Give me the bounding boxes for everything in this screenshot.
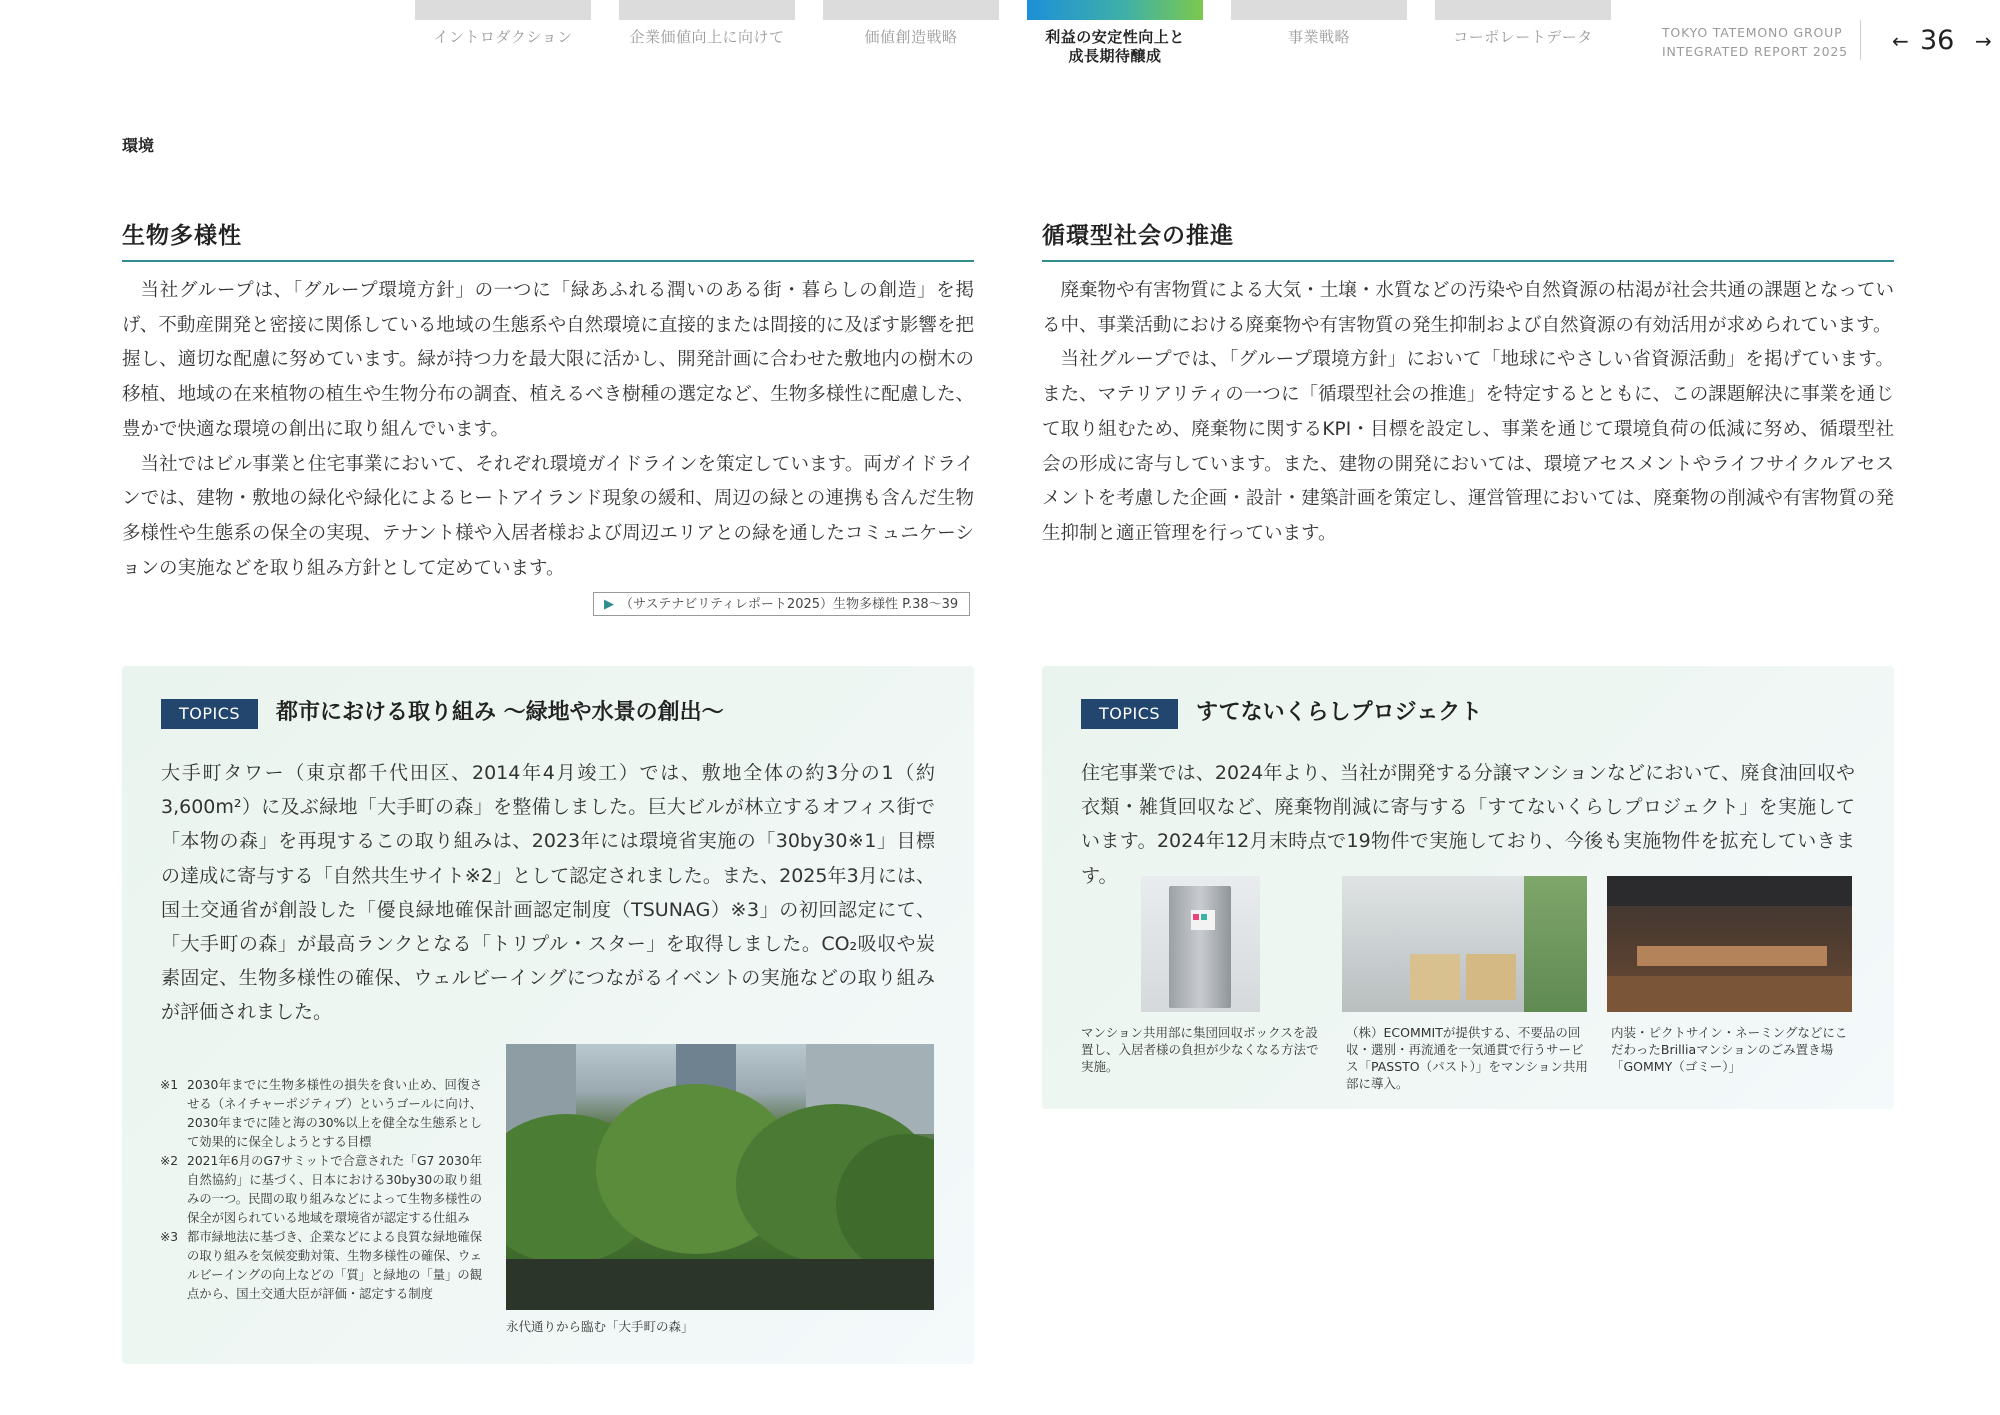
nav-tab-label: 利益の安定性向上と 成長期待醸成 [1045,28,1185,65]
footnotes [160,1076,482,1304]
collection-box-photo [1141,876,1260,1012]
topics-badge: TOPICS [161,699,258,729]
circular-heading-rule [1042,260,1894,262]
circular-paragraph-2: 当社グループでは、「グループ環境方針」において「地球にやさしい省資源活動」を掲げています。また、マテリアリティの一つに「循環型社会の推進」を特定するとともに、この課題解決に事業を通じて取り組むため、廃棄物に関するKPI・目標を設定し、事業を通じて環境負荷の低減に努め、循環型社会の形成に寄与しています。また、建物の開発においては、環境アセスメントやライフサイクルアセスメントを考慮した企画・設計・建築計画を策定し、運営管理においては、廃棄物の削減や有害物質の発生抑制と適正管理を行っています。 [1042,349,1894,544]
topics-sutenai-paragraph: 住宅事業では、2024年より、当社が開発する分譲マンションなどにおいて、廃食油回収や衣類・雑貨回収など、廃棄物削減に寄与する「すてないくらしプロジェクト」を実施しています。2024年12月末時点で19物件で実施しており、今後も実施物件を拡充していきます。 [1081,762,1855,887]
collection-box-cabinet [1169,886,1231,1008]
nav-tab-label: 事業戦略 [1287,28,1350,46]
nav-tab-label: コーポレートデータ [1453,28,1593,46]
nav-tab-label: イントロダクション [433,28,573,46]
circular-heading: 循環型社会の推進 [1042,223,1234,249]
passto-box [1410,954,1460,1000]
passto-box [1466,954,1516,1000]
biodiversity-paragraph-1: 当社グループは、「グループ環境方針」の一つに「緑あふれる潤いのある街・暮らしの創造」を掲げ、不動産開発と密接に関係している地域の生態系や自然環境に直接的または間接的に及ぼす影響を把握し、適切な配慮に努めています。緑が持つ力を最大限に活かし、開発計画に合わせた敷地内の樹木の移植、地域の在来植物の植生や生物分布の調査、植えるべき樹種の選定など、生物多様性に配慮した、豊かで快適な環境の創出に取り組んでいます。 [122,280,974,440]
footnote-text: 都市緑地法に基づき、企業などによる良質な緑地確保の取り組みを気候変動対策、生物多様性の確保、ウェルビーイングの向上などの「質」と緑地の「量」の観点から、国土交通大臣が評価・認定する制度 [187,1230,482,1301]
nav-tab-label: 価値創造戦略 [864,28,958,46]
play-triangle-icon: ▶ [604,597,614,612]
brand-line-1: TOKYO TATEMONO GROUP [1662,25,1843,40]
collection-box-caption: マンション共用部に集団回収ボックスを設置し、入居者様の負担が少なくなる方法で実施。 [1081,1025,1319,1074]
footnote-text: 2021年6月のG7サミットで合意された「G7 2030年 自然協約」に基づく、日本における30by30の取り組みの一つ。民間の取り組みなどによって生物多様性の保全が図られている地域を環境省が認定する仕組み [187,1154,482,1225]
sign-dot [1193,914,1199,920]
biodiversity-heading-rule [122,260,974,262]
footnote-text: 2030年までに生物多様性の損失を食い止め、回復させる（ネイチャーポジティブ）というゴールに向け、2030年までに陸と海の30%以上を健全な生態系として効果的に保全しようとする目標 [187,1078,482,1149]
gommy-floor [1607,976,1852,1012]
topics-sutenai-title: すてないくらしプロジェクト [1196,700,1483,725]
nav-tab-bar [619,0,795,20]
topics-urban-paragraph: 大手町タワー（東京都千代田区、2014年4月竣工）では、敷地全体の約3分の1（約3,600m²）に及ぶ緑地「大手町の森」を整備しました。巨大ビルが林立するオフィス街で「本物の森」を再現するこの取り組みは、2023年には環境省実施の「30by30※1」目標の達成に寄与する「自然共生サイト※2」として認定されました。また、2025年3月には、国土交通省が創設した「優良緑地確保計画認定制度（TSUNAG）※3」の初回認定にて、「大手町の森」が最高ランクとなる「トリプル・スター」を取得しました。CO₂吸収や炭素固定、生物多様性の確保、ウェルビーイングにつながるイベントの実施などの取り組みが評価されました。 [161,762,935,1024]
footnote-mark: ※1 [160,1078,179,1092]
gommy-counter [1637,946,1827,966]
circular-paragraph-1: 廃棄物や有害物質による大気・土壌・水質などの汚染や自然資源の枯渇が社会共通の課題となっている中、事業活動における廃棄物や有害物質の発生抑制および自然資源の有効活用が求められています。 [1042,280,1894,336]
sustainability-report-link[interactable] [593,592,970,616]
topics-urban-title: 都市における取り組み ～緑地や水景の創出～ [276,700,724,725]
nav-tab-corporate-data[interactable] [1435,0,1611,47]
biodiversity-body [122,274,974,586]
nav-tab-bar [1435,0,1611,20]
nav-tab-value-creation[interactable] [823,0,999,47]
circular-body [1042,274,1894,552]
topics-sutenai-text [1081,756,1855,893]
collection-box-sign [1191,910,1215,930]
nav-tab-bar [823,0,999,20]
nav-tab-label: 企業価値向上に向けて [629,28,785,46]
gommy-ceiling [1607,876,1852,906]
gommy-caption: 内装・ピクトサイン・ネーミングなどにこだわったBrilliaマンションのごみ置き場「GOMMY（ゴミー）」 [1611,1025,1848,1074]
nav-tab-business-strategy[interactable] [1231,0,1407,47]
topics-urban-text [161,756,935,1030]
nav-tab-corporate-value[interactable] [619,0,795,47]
nav-tab-profit-stability[interactable] [1027,0,1203,66]
nav-tab-bar [1027,0,1203,20]
next-page-arrow-icon[interactable]: → [1975,29,1992,53]
footnote-mark: ※3 [160,1230,179,1244]
footnote-mark: ※2 [160,1154,179,1168]
nav-tab-bar [1231,0,1407,20]
footnote-3 [160,1228,482,1304]
nav-tab-bar [415,0,591,20]
prev-page-arrow-icon[interactable]: ← [1892,29,1909,53]
forest-photo-caption: 永代通りから臨む「大手町の森」 [506,1319,694,1334]
nav-tab-introduction[interactable] [415,0,591,47]
passto-caption: （株）ECOMMITが提供する、不要品の回収・選別・再流通を一気通貫で行うサービス「PASSTO（パスト）」をマンション共用部に導入。 [1346,1025,1588,1091]
reference-text: （サステナビリティレポート2025）生物多様性 P.38～39 [620,597,959,612]
section-label: 環境 [122,136,155,155]
otemachi-forest-photo [506,1044,934,1310]
topics-badge: TOPICS [1081,699,1178,729]
photo-ground [506,1259,934,1310]
page-number: 36 [1920,25,1955,56]
brand-line-2: INTEGRATED REPORT 2025 [1662,44,1848,59]
passto-window-greenery [1524,876,1587,1012]
passto-box-photo [1342,876,1587,1012]
sign-dot [1201,914,1207,920]
gommy-room-photo [1607,876,1852,1012]
report-brand [1662,23,1848,61]
biodiversity-heading: 生物多様性 [122,223,242,249]
footnote-1 [160,1076,482,1152]
header-divider [1860,20,1861,60]
biodiversity-paragraph-2: 当社ではビル事業と住宅事業において、それぞれ環境ガイドラインを策定しています。両ガイドラインでは、建物・敷地の緑化や緑化によるヒートアイランド現象の緩和、周辺の緑との連携も含んだ生物多様性や生態系の保全の実現、テナント様や入居者様および周辺エリアとの緑を通したコミュニケーションの実施などを取り組み方針として定めています。 [122,453,974,579]
footnote-2 [160,1152,482,1228]
